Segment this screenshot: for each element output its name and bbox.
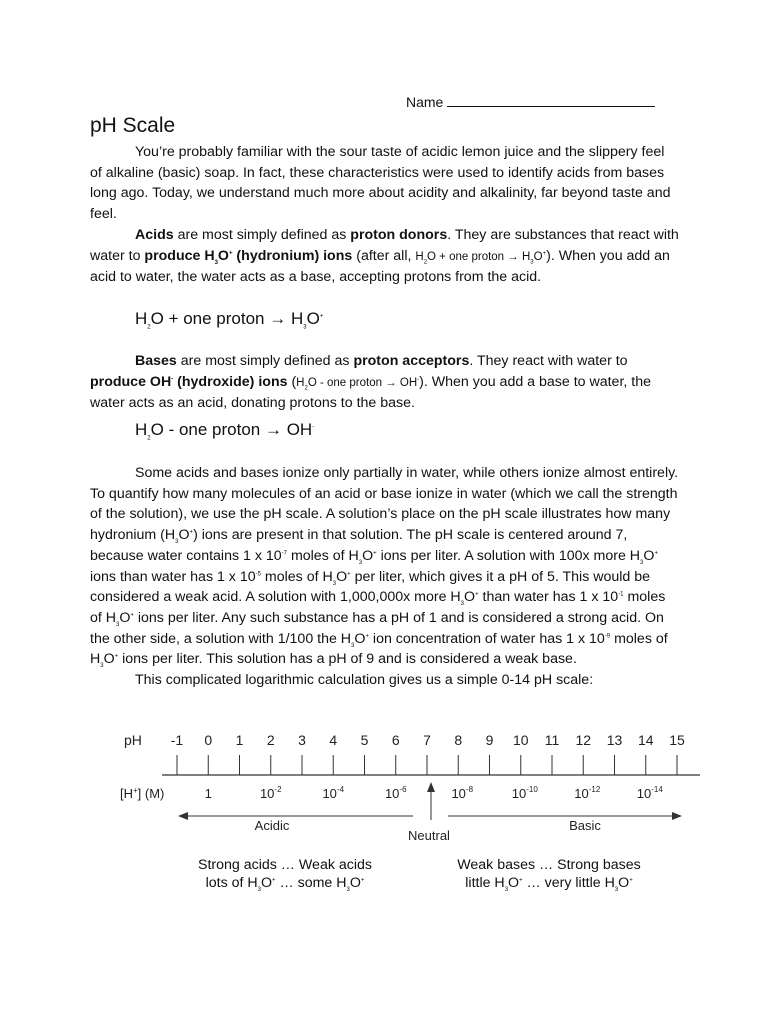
ionize-text: Some acids and bases ionize only partially in water, while others ionize almost entirely. To quantify how many molecules of an acid or base ionize in water (which we call the strength of the solution), we use the pH scale. A solution’s place on the pH scale illustrates how many hydronium $(H_3O^+)$ ions are present in that solution. The pH scale is centered around 7, because water contains 1 x $10^{-7}$ moles of $H_3O^+$ ions per liter. A solution with 100x more $H_3O^+$ ions than water has 1 x $10^{-5}$ moles of $H_3O^+$ per liter, which gives it a pH of 5. This would be considered a weak acid. A solution with 1,000,000x more $H_3O^+$ than water has 1 x $10^{-1}$ moles of $H_3O^+$ ions per liter. Any such substance has a pH of 1 and is considered a strong acid. On the other side, a solution with 1/100 the $H_3O^+$ ion concentration of water has 1 x $10^{-9}$ moles of $H_3O^+$ ions per liter. This solution has a pH of 9 and is considered a weak base.: [90, 465, 679, 670]
bases-paragraph: [90, 351, 680, 414]
ph-tick-label: 9: [485, 732, 494, 748]
h-concentration-value: $10^{-8}$: [451, 785, 474, 801]
ph-tick-label: 13: [606, 732, 623, 748]
proton-donors: proton donors: [350, 227, 448, 243]
acids-text-1: are most simply defined as: [173, 227, 351, 243]
summary-text: This complicated logarithmic calculation gives us a simple 0-14 pH scale:: [135, 672, 594, 689]
h-concentration-label: [H+] (M): [120, 786, 165, 801]
acidic-arrow-head: [178, 812, 188, 820]
produce-hydroxide: produce OH- (hydroxide) ions: [90, 373, 288, 390]
name-label: Name: [406, 94, 444, 110]
h-concentration-value: $10^{-12}$: [574, 785, 601, 801]
acidic-label: Acidic: [254, 818, 290, 833]
ph-tick-label: 14: [637, 732, 654, 748]
ph-tick-label: 11: [544, 732, 560, 748]
ph-tick-label: 2: [266, 732, 275, 748]
ph-tick-label: 1: [235, 732, 244, 748]
h-concentration-value: $10^{-4}$: [322, 785, 345, 801]
bases-text-3: (: [287, 373, 297, 390]
inline-acid-equation: $H_2O$ + one proton → $H_3O^+$: [415, 250, 547, 265]
ph-tick-label: 12: [575, 732, 592, 748]
h-concentration-value: $10^{-2}$: [259, 785, 282, 801]
bases-text-4: ). When you add a base to water, the water acts as an acid, donating protons to the base.: [90, 373, 651, 412]
bases-text-1: are most simply defined as: [176, 353, 354, 369]
ph-scale-diagram: [118, 722, 708, 852]
acid-caption: [180, 856, 390, 892]
h-concentration-value: $10^{-10}$: [511, 785, 538, 801]
name-field[interactable]: [406, 92, 655, 110]
base-caption-line-1: Weak bases … Strong bases: [457, 857, 641, 873]
ph-tick-label: 0: [204, 732, 213, 748]
acids-term: Acids: [135, 227, 174, 243]
inline-base-equation: $H_2O$ - one proton → OH-: [296, 376, 420, 391]
intro-text: You’re probably familiar with the sour taste of acidic lemon juice and the slippery feel of alkaline (basic) soap. In fact, these characteristics were used to identify acids from bases long ago. Today, we understand much more about acidity and alkalinity, far beyond taste and feel.: [90, 144, 671, 223]
acid-equation: $H_2O$ + one proton → $H_3O^+$: [135, 309, 324, 331]
h-concentration-value: $10^{-14}$: [636, 785, 663, 801]
ph-axis-label: pH: [124, 732, 142, 748]
ph-tick-label: 10: [512, 732, 529, 748]
acids-text-4: ). When you add an acid to water, the water acts as a base, accepting protons from the acid.: [90, 247, 670, 286]
intro-paragraph: [90, 142, 680, 225]
produce-hydronium: produce $H_3O^+$ (hydronium) ions: [144, 247, 353, 266]
page-title: pH Scale: [90, 114, 176, 137]
ph-scale-svg: [118, 722, 708, 852]
ph-tick-label: 5: [360, 732, 369, 748]
name-blank-line[interactable]: [447, 92, 655, 107]
basic-label: Basic: [569, 818, 601, 833]
ph-tick-label: 3: [298, 732, 306, 748]
h-concentration-value: 1: [204, 786, 212, 801]
ph-tick-label: 15: [669, 732, 685, 748]
ph-tick-label: 8: [454, 732, 463, 748]
bases-text-2: . They react with water to: [469, 353, 628, 369]
ph-tick-label: 7: [423, 732, 431, 748]
ph-tick-label: 6: [391, 732, 400, 748]
base-caption: [440, 856, 658, 892]
base-equation: $H_2O$ - one proton → OH-: [135, 420, 315, 442]
acids-text-2: . They are substances that react with water to: [90, 227, 679, 264]
ph-tick-label: -1: [170, 732, 184, 748]
proton-acceptors: proton acceptors: [353, 353, 470, 369]
base-caption-line-2: little $H_3O^+$ … very little $H_3O^+$: [465, 875, 633, 893]
acid-caption-line-2: lots of $H_3O^+$ … some $H_3O^+$: [205, 875, 365, 893]
neutral-label: Neutral: [408, 828, 450, 843]
ph-tick-label: 4: [329, 732, 338, 748]
acids-text-3: (after all,: [352, 247, 416, 264]
bases-term: Bases: [135, 353, 177, 369]
acids-paragraph: [90, 225, 680, 288]
neutral-pointer-head: [427, 782, 435, 792]
basic-arrow-head: [672, 812, 682, 820]
h-concentration-value: $10^{-6}$: [384, 785, 407, 801]
acid-caption-line-1: Strong acids … Weak acids: [197, 857, 372, 873]
ionize-paragraph: [90, 463, 680, 691]
